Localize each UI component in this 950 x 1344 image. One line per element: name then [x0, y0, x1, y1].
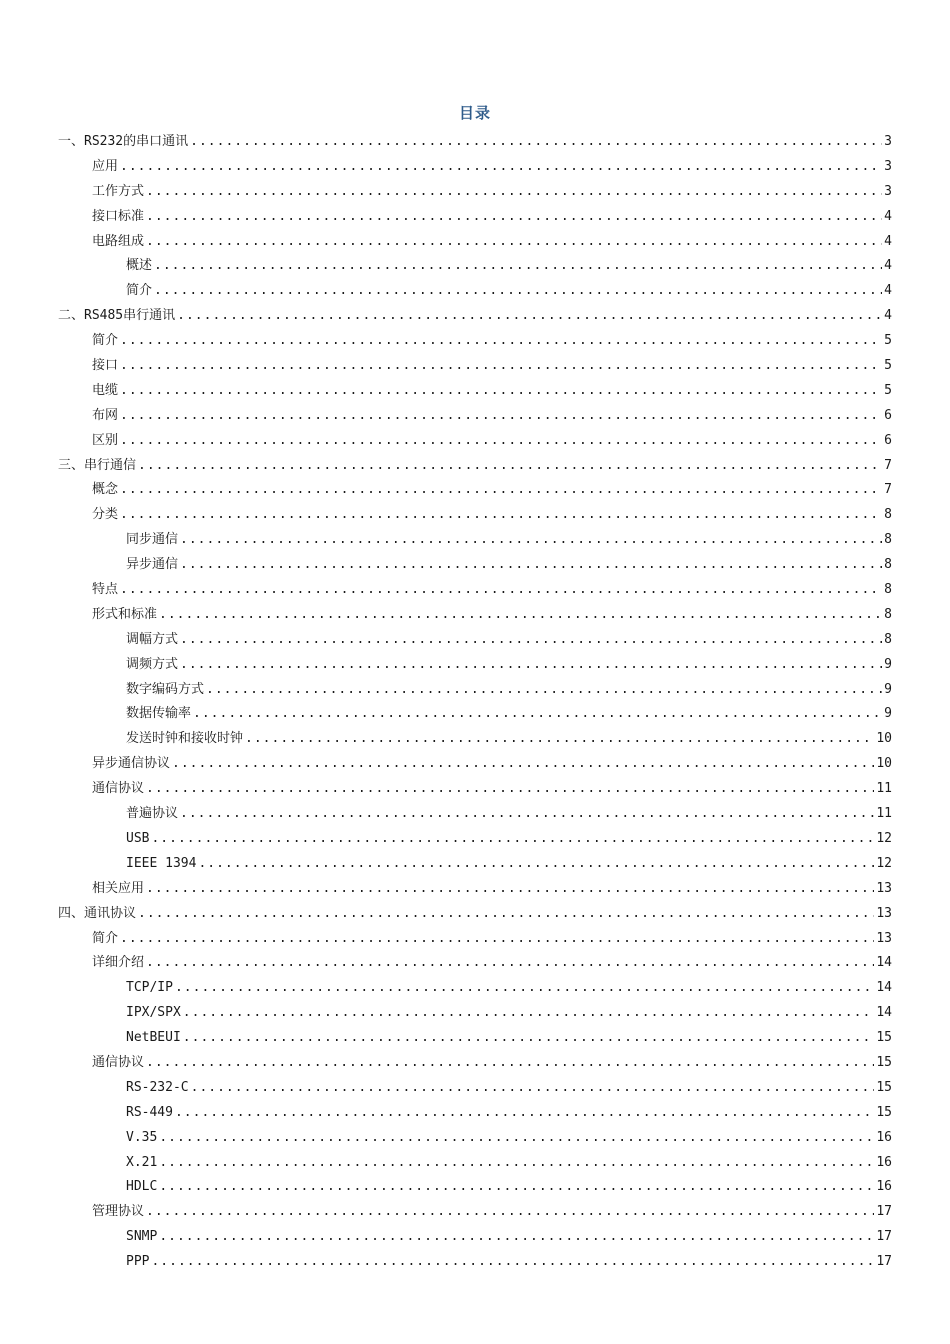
toc-entry-page-number: 13	[876, 880, 892, 896]
toc-entry-page-number: 17	[876, 1254, 892, 1270]
toc-entry-page-number: 16	[876, 1179, 892, 1195]
toc-entry-title: 管理协议	[92, 1204, 145, 1220]
toc-entry-title: 相关应用	[92, 880, 145, 896]
toc-entry[interactable]	[58, 205, 892, 230]
toc-dot-leader	[159, 1151, 874, 1176]
toc-entry-title: 普遍协议	[126, 806, 179, 822]
toc-entry-page-number: 8	[884, 507, 892, 523]
toc-entry-page-number: 17	[876, 1204, 892, 1220]
toc-dot-leader	[175, 976, 874, 1001]
toc-dot-leader	[146, 180, 882, 205]
toc-entry-page-number: 13	[876, 905, 892, 921]
toc-dot-leader	[154, 254, 882, 279]
toc-entry-title: 调幅方式	[126, 631, 179, 647]
toc-entry-title: 异步通信协议	[92, 756, 171, 772]
toc-entry[interactable]	[58, 1001, 892, 1026]
toc-entry-title: 调频方式	[126, 656, 179, 672]
toc-dot-leader	[120, 503, 882, 528]
toc-entry-title: 详细介绍	[92, 955, 145, 971]
toc-entry-page-number: 7	[884, 457, 892, 473]
toc-dot-leader	[120, 379, 882, 404]
toc-dot-leader	[191, 1076, 875, 1101]
toc-entry-title: SNMP	[126, 1229, 158, 1245]
toc-entry[interactable]	[58, 553, 892, 578]
toc-dot-leader	[120, 329, 882, 354]
toc-entry-title: 特点	[92, 582, 119, 598]
toc-entry-page-number: 14	[876, 955, 892, 971]
toc-entry-page-number: 15	[876, 1054, 892, 1070]
toc-entry-page-number: 12	[876, 855, 892, 871]
toc-entry-page-number: 16	[876, 1129, 892, 1145]
toc-dot-leader	[146, 1051, 874, 1076]
toc-dot-leader	[146, 205, 882, 230]
toc-entry[interactable]	[58, 429, 892, 454]
toc-dot-leader	[138, 454, 882, 479]
toc-dot-leader	[159, 1225, 874, 1250]
toc-entry[interactable]	[58, 230, 892, 255]
toc-dot-leader	[120, 354, 882, 379]
toc-entry-title: 分类	[92, 507, 119, 523]
toc-entry-title: X.21	[126, 1154, 158, 1170]
toc-entry-page-number: 10	[876, 756, 892, 772]
toc-entry-page-number: 9	[884, 656, 892, 672]
toc-dot-leader	[180, 802, 874, 827]
toc-entry[interactable]	[58, 727, 892, 752]
toc-entry-page-number: 4	[884, 258, 892, 274]
toc-entry[interactable]	[58, 155, 892, 180]
toc-dot-leader	[146, 777, 874, 802]
toc-dot-leader	[183, 1026, 875, 1051]
toc-entry[interactable]	[58, 628, 892, 653]
toc-entry-title: 形式和标准	[92, 606, 158, 622]
toc-entry[interactable]	[58, 827, 892, 852]
toc-entry-title: USB	[126, 830, 150, 846]
toc-entry[interactable]	[58, 1175, 892, 1200]
toc-entry-title: 通信协议	[92, 781, 145, 797]
toc-entry[interactable]	[58, 478, 892, 503]
toc-entry-page-number: 9	[884, 706, 892, 722]
toc-entry-title: 异步通信	[126, 557, 179, 573]
toc-entry-page-number: 5	[884, 333, 892, 349]
toc-entry-page-number: 15	[876, 1104, 892, 1120]
toc-entry-page-number: 8	[884, 532, 892, 548]
toc-entry[interactable]	[58, 1126, 892, 1151]
toc-entry-title: 接口	[92, 358, 119, 374]
toc-entry-page-number: 5	[884, 382, 892, 398]
toc-dot-leader	[245, 727, 874, 752]
toc-dot-leader	[180, 653, 882, 678]
toc-entry[interactable]	[58, 777, 892, 802]
toc-title: 目录	[458, 104, 491, 122]
toc-entry[interactable]	[58, 254, 892, 279]
toc-dot-leader	[198, 852, 874, 877]
toc-dot-leader	[120, 578, 882, 603]
toc-entry-page-number: 3	[884, 183, 892, 199]
toc-entry-title: PPP	[126, 1254, 150, 1270]
toc-entry-page-number: 14	[876, 1005, 892, 1021]
toc-dot-leader	[146, 230, 882, 255]
toc-dot-leader	[180, 553, 882, 578]
toc-entry[interactable]	[58, 130, 892, 155]
toc-entry-title: V.35	[126, 1129, 158, 1145]
toc-entry[interactable]	[58, 1151, 892, 1176]
toc-entry[interactable]	[58, 802, 892, 827]
toc-dot-leader	[120, 429, 882, 454]
toc-entry[interactable]	[58, 1051, 892, 1076]
toc-entry-title: 接口标准	[92, 208, 145, 224]
toc-entry-title: IPX/SPX	[126, 1005, 181, 1021]
toc-entry[interactable]	[58, 951, 892, 976]
toc-dot-leader	[177, 304, 882, 329]
toc-entry-title: 概念	[92, 482, 119, 498]
toc-entry-title: 电缆	[92, 382, 119, 398]
toc-entry-title: 一、RS232的串口通讯	[58, 134, 189, 149]
toc-entry-title: 简介	[126, 283, 153, 299]
toc-entry[interactable]	[58, 304, 892, 329]
toc-entry-title: 四、通讯协议	[58, 905, 137, 921]
toc-entry[interactable]	[58, 404, 892, 429]
toc-list	[58, 130, 892, 1275]
toc-entry-title: 概述	[126, 258, 153, 274]
toc-entry-page-number: 16	[876, 1154, 892, 1170]
toc-entry-title: RS-449	[126, 1104, 173, 1120]
toc-entry[interactable]	[58, 653, 892, 678]
toc-entry-page-number: 11	[876, 806, 892, 822]
toc-entry[interactable]	[58, 976, 892, 1001]
toc-entry[interactable]	[58, 678, 892, 703]
toc-entry-title: 同步通信	[126, 532, 179, 548]
toc-entry-page-number: 4	[884, 283, 892, 299]
toc-entry-title: TCP/IP	[126, 980, 173, 996]
toc-entry[interactable]	[58, 902, 892, 927]
toc-dot-leader	[151, 1250, 874, 1275]
toc-entry[interactable]	[58, 1200, 892, 1225]
toc-entry-title: IEEE 1394	[126, 855, 197, 871]
toc-entry[interactable]	[58, 1225, 892, 1250]
toc-dot-leader	[159, 1175, 874, 1200]
toc-entry[interactable]	[58, 454, 892, 479]
toc-entry-page-number: 8	[884, 582, 892, 598]
toc-dot-leader	[120, 478, 882, 503]
toc-entry[interactable]	[58, 379, 892, 404]
toc-entry-title: 发送时钟和接收时钟	[126, 731, 244, 747]
toc-entry[interactable]	[58, 180, 892, 205]
toc-entry[interactable]	[58, 603, 892, 628]
toc-dot-leader	[206, 678, 882, 703]
toc-entry-page-number: 8	[884, 606, 892, 622]
toc-entry-page-number: 4	[884, 233, 892, 249]
toc-entry[interactable]	[58, 279, 892, 304]
toc-entry[interactable]	[58, 1076, 892, 1101]
toc-entry-title: 电路组成	[92, 233, 145, 249]
toc-dot-leader	[183, 1001, 875, 1026]
toc-entry-page-number: 7	[884, 482, 892, 498]
toc-entry-page-number: 17	[876, 1229, 892, 1245]
toc-dot-leader	[120, 155, 882, 180]
toc-entry[interactable]	[58, 1026, 892, 1051]
toc-entry-title: 简介	[92, 333, 119, 349]
toc-entry-title: 工作方式	[92, 183, 145, 199]
toc-dot-leader	[172, 752, 874, 777]
toc-entry-page-number: 3	[884, 134, 892, 149]
toc-entry[interactable]	[58, 1250, 892, 1275]
toc-entry[interactable]	[58, 354, 892, 379]
toc-entry[interactable]	[58, 578, 892, 603]
toc-entry-page-number: 6	[884, 432, 892, 448]
toc-entry-page-number: 10	[876, 731, 892, 747]
toc-dot-leader	[154, 279, 882, 304]
toc-entry[interactable]	[58, 877, 892, 902]
toc-entry[interactable]	[58, 1101, 892, 1126]
toc-dot-leader	[159, 1126, 874, 1151]
toc-dot-leader	[146, 1200, 874, 1225]
toc-entry-title: 数据传输率	[126, 706, 192, 722]
toc-entry-page-number: 4	[884, 308, 892, 324]
toc-dot-leader	[146, 877, 874, 902]
toc-entry-page-number: 6	[884, 407, 892, 423]
toc-entry-title: 数字编码方式	[126, 681, 205, 697]
toc-entry-title: 区别	[92, 432, 119, 448]
toc-entry-page-number: 9	[884, 681, 892, 697]
toc-dot-leader	[151, 827, 874, 852]
toc-dot-leader	[180, 628, 882, 653]
toc-dot-leader	[120, 404, 882, 429]
toc-dot-leader	[190, 130, 882, 155]
toc-entry[interactable]	[58, 528, 892, 553]
toc-entry-page-number: 11	[876, 781, 892, 797]
toc-entry-page-number: 4	[884, 208, 892, 224]
toc-entry-page-number: 8	[884, 631, 892, 647]
toc-entry-title: 应用	[92, 158, 119, 174]
toc-entry-title: HDLC	[126, 1179, 158, 1195]
toc-entry-page-number: 15	[876, 1030, 892, 1046]
toc-entry-title: 二、RS485串行通讯	[58, 308, 176, 324]
toc-entry-title: 三、串行通信	[58, 457, 137, 473]
toc-entry-title: 通信协议	[92, 1054, 145, 1070]
toc-dot-leader	[193, 702, 882, 727]
toc-dot-leader	[146, 951, 874, 976]
toc-dot-leader	[175, 1101, 874, 1126]
toc-dot-leader	[180, 528, 882, 553]
toc-entry-page-number: 3	[884, 158, 892, 174]
toc-entry-page-number: 14	[876, 980, 892, 996]
toc-dot-leader	[159, 603, 882, 628]
toc-entry-page-number: 13	[876, 930, 892, 946]
toc-dot-leader	[138, 902, 874, 927]
toc-entry[interactable]	[58, 752, 892, 777]
toc-entry[interactable]	[58, 503, 892, 528]
toc-entry[interactable]	[58, 852, 892, 877]
toc-entry-title: 简介	[92, 930, 119, 946]
toc-entry-title: NetBEUI	[126, 1030, 181, 1046]
toc-entry[interactable]	[58, 329, 892, 354]
toc-entry-page-number: 5	[884, 358, 892, 374]
toc-entry[interactable]	[58, 702, 892, 727]
toc-entry-title: 布网	[92, 407, 119, 423]
toc-entry-page-number: 8	[884, 557, 892, 573]
toc-entry-title: RS-232-C	[126, 1079, 189, 1095]
toc-entry-page-number: 15	[876, 1079, 892, 1095]
toc-dot-leader	[120, 927, 874, 952]
toc-entry-page-number: 12	[876, 830, 892, 846]
toc-entry[interactable]	[58, 927, 892, 952]
